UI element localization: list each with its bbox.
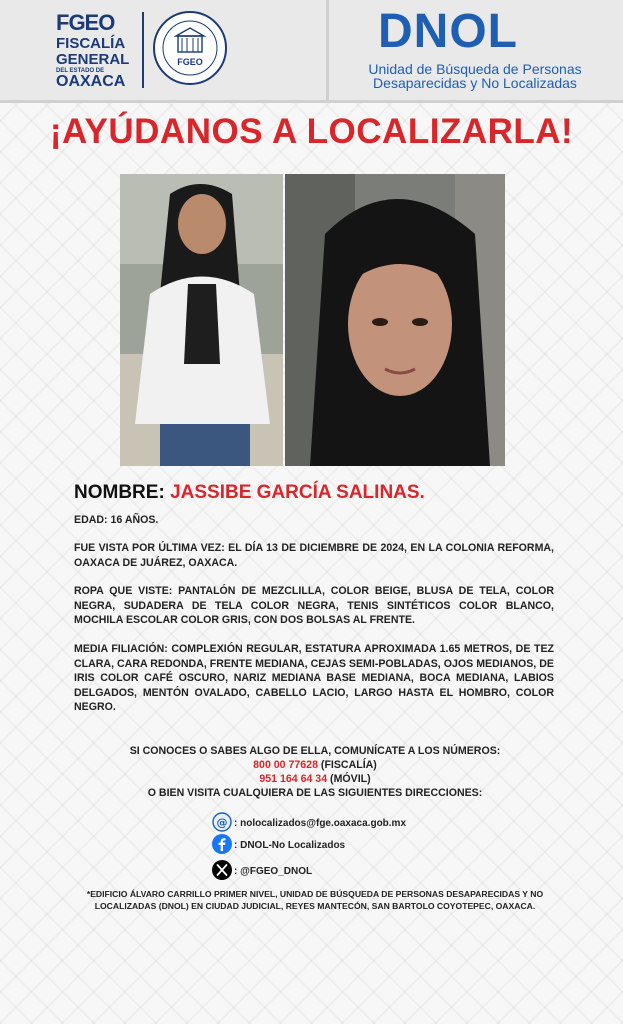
svg-text:@: @ bbox=[216, 816, 228, 829]
phone-movil-label: (MÓVIL) bbox=[327, 773, 371, 785]
name-label: NOMBRE: bbox=[74, 482, 165, 503]
fgeo-logo-word: FGEO bbox=[56, 10, 115, 35]
fgeo-line-general: GENERAL bbox=[56, 51, 130, 68]
fgeo-line-fiscalia: FISCALÍA bbox=[56, 35, 126, 52]
fgeo-line-small: DEL ESTADO DE bbox=[56, 68, 105, 74]
email-icon bbox=[212, 812, 232, 832]
address-footnote: *EDIFICIO ÁLVARO CARRILLO PRIMER NIVEL, UNIDAD DE BÚSQUEDA DE PERSONAS DESAPARECIDAS Y NO LOCALIZADAS (DNOL) EN CIUDAD JUDICIAL, REYES MANTECÓN, SAN BARTOLO COYOTEPEC, OAXACA. bbox=[86, 889, 544, 911]
dnol-logo-word: DNOL bbox=[378, 5, 518, 58]
phone-movil-number[interactable]: 951 164 64 34 bbox=[259, 773, 328, 785]
email-text: : nolocalizados@fge.oaxaca.gob.mx bbox=[234, 818, 407, 829]
facebook-text: : DNOL-No Localizados bbox=[234, 840, 346, 851]
x-logo-icon bbox=[212, 860, 232, 880]
phone-fiscalia-number[interactable]: 800 00 77628 bbox=[253, 759, 318, 771]
clothing-text: ROPA QUE VISTE: PANTALÓN DE MEZCLILLA, COLOR BEIGE, BLUSA DE TELA, COLOR NEGRA, SUDADERA DE TELA COLOR NEGRA, TENIS SINTÉTICOS COLOR BLANCO, MOCHILA ESCOLAR COLOR GRIS, CON DOS BOLSAS AL FRENTE. bbox=[74, 585, 554, 626]
phone-fiscalia-line bbox=[80, 759, 550, 773]
header-divider-line bbox=[142, 12, 144, 88]
person-name-line bbox=[74, 482, 425, 504]
seal-label: FGEO bbox=[177, 57, 203, 67]
person-photo-full-body bbox=[120, 174, 283, 466]
facebook-icon bbox=[212, 834, 232, 854]
last-seen-text: FUE VISTA POR ÚLTIMA VEZ: EL DÍA 13 DE DICIEMBRE DE 2024, EN LA COLONIA REFORMA, OAXACA DE JUÁREZ, OAXACA. bbox=[74, 542, 554, 569]
state-seal-icon bbox=[152, 10, 228, 86]
dnol-subtitle-line1: Unidad de Búsqueda de Personas bbox=[368, 61, 582, 77]
contact-intro: SI CONOCES O SABES ALGO DE ELLA, COMUNÍCATE A LOS NÚMEROS: bbox=[129, 745, 501, 757]
person-name: JASSIBE GARCÍA SALINAS. bbox=[170, 482, 425, 503]
x-handle-text: : @FGEO_DNOL bbox=[234, 866, 313, 877]
dnol-subtitle-line2: Desaparecidas y No Localizadas bbox=[373, 75, 577, 91]
physical-description-text: MEDIA FILIACIÓN: COMPLEXIÓN REGULAR, ESTATURA APROXIMADA 1.65 METROS, DE TEZ CLARA, CARA REDONDA, FRENTE MEDIANA, CEJAS SEMI-POBLADAS, OJOS MEDIANOS, DE IRIS COLOR CAFÉ OSCURO, NARIZ MEDIANA BASE MEDIANA, BOCA MEDIANA, LABIOS DELGADOS, MENTÓN OVALADO, CABELLO LACIO, LARGO HASTA EL HOMBRO, COLOR NEGRO. bbox=[74, 643, 554, 713]
fgeo-line-oaxaca: OAXACA bbox=[56, 73, 126, 90]
fgeo-logo bbox=[50, 10, 132, 90]
person-photo-close-up bbox=[285, 174, 505, 466]
visit-directions-text: O BIEN VISITA CUALQUIERA DE LAS SIGUIENTES DIRECCIONES: bbox=[147, 787, 483, 799]
phone-movil-line bbox=[80, 773, 550, 787]
poster-title: ¡AYÚDANOS A LOCALIZARLA! bbox=[49, 112, 574, 151]
header-center-divider bbox=[326, 0, 329, 100]
header-banner bbox=[0, 0, 623, 103]
phone-fiscalia-label: (FISCALÍA) bbox=[317, 759, 377, 771]
age-text: EDAD: 16 AÑOS. bbox=[74, 514, 159, 526]
